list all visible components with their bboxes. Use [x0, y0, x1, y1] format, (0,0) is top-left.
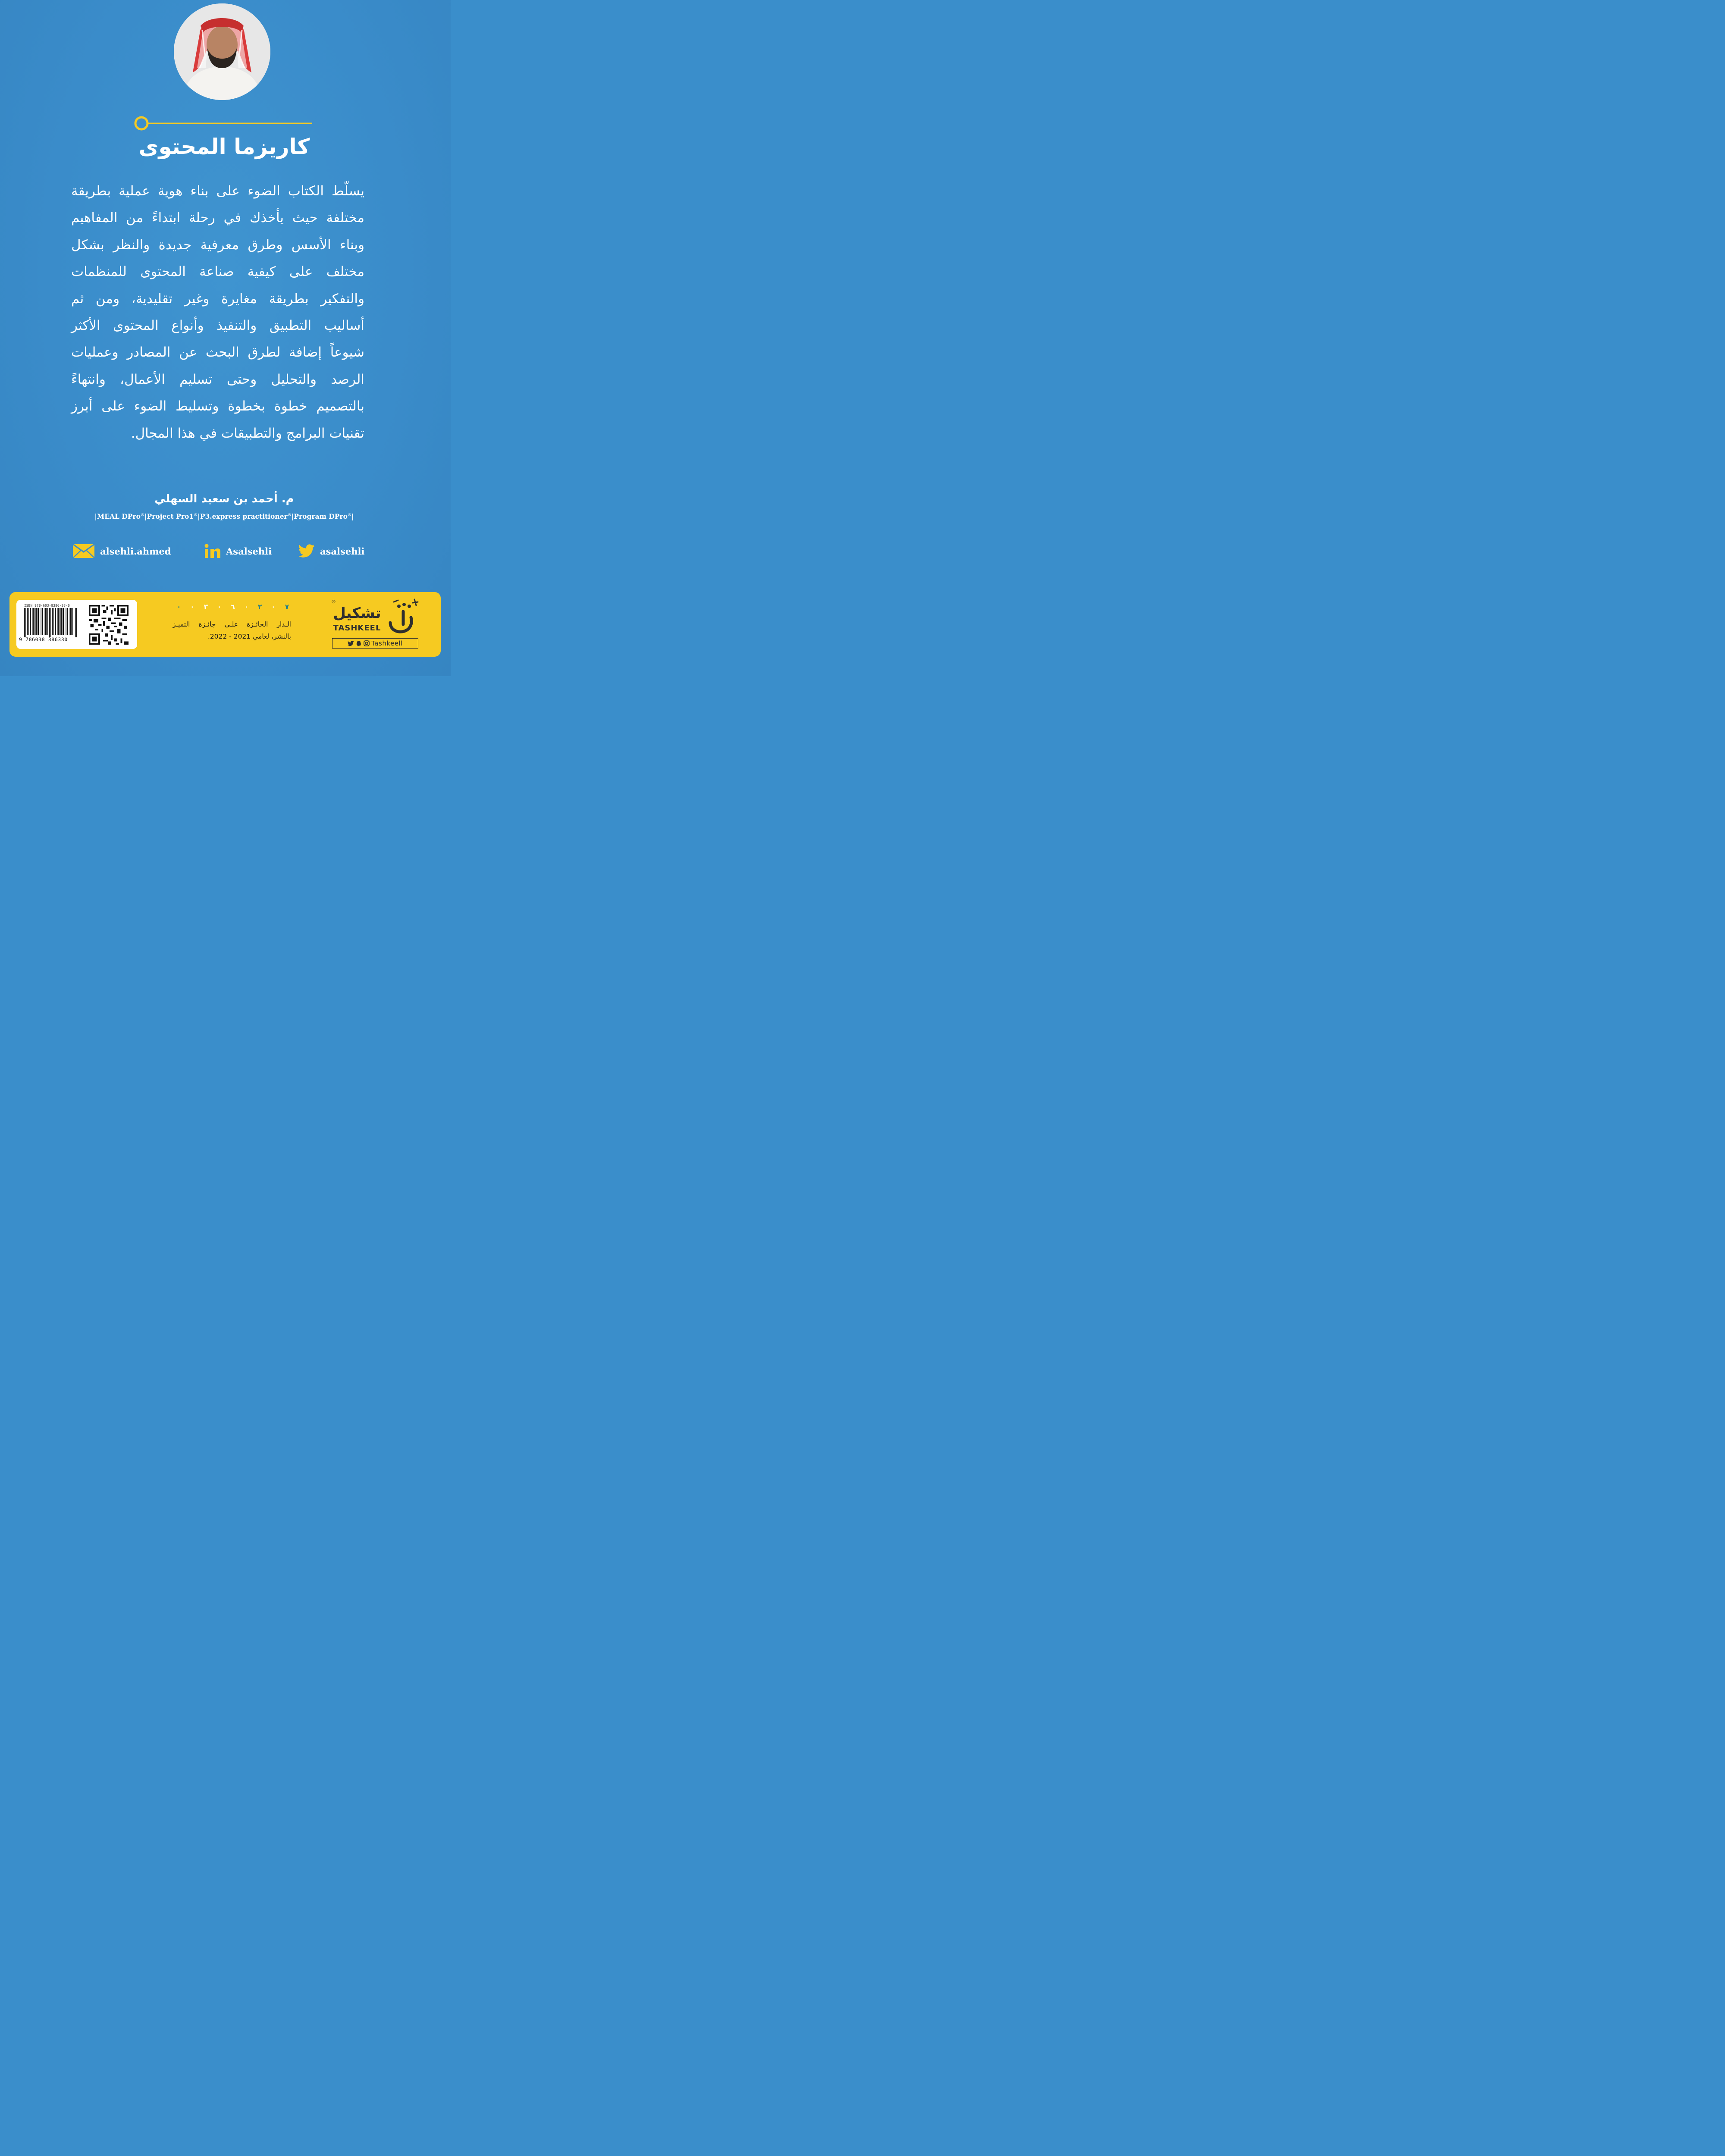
description-line: والتفكير بطريقة مغايرة وغير تقليدية، ومن ثم	[71, 291, 364, 307]
registered-mark: ®	[331, 599, 336, 605]
description-line: أساليب التطبيق والتنفيذ وأنواع المحتوى الأكثر	[71, 318, 364, 334]
publisher-logo-mark	[386, 599, 420, 635]
credential: Project Pro1	[147, 512, 194, 520]
digit: ٠	[244, 603, 248, 611]
publisher-social-handle[interactable]	[332, 638, 418, 649]
linkedin-icon	[204, 544, 221, 558]
credential: MEAL DPro	[97, 512, 141, 520]
book-title: كاريزما المحتوى	[138, 134, 310, 159]
digit: ٢	[258, 603, 262, 611]
email-handle: alsehli.ahmed	[100, 545, 171, 557]
isbn-number: 9 786038 386330	[19, 636, 68, 642]
description-line: وبناء الأسس وطرق معرفية جديدة والنظر بشكل	[71, 237, 364, 253]
description-line: تقنيات البرامج والتطبيقات في هذا المجال.	[131, 425, 364, 441]
award-line: بالنشر، لعامي 2021 - 2022.	[207, 633, 291, 640]
digit: ٧	[285, 603, 289, 611]
digit: ٠	[217, 603, 222, 611]
instagram-icon	[364, 640, 370, 646]
social-email[interactable]	[72, 542, 171, 561]
author-credentials: |MEAL DPro®|Project Pro1®|P3.express practitioner®|Program DPro®|	[94, 512, 354, 520]
description-line: شيوعاً إضافة لطرق البحث عن المصادر وعمليات	[71, 345, 364, 360]
twitter-icon	[348, 641, 354, 646]
social-twitter[interactable]	[298, 542, 364, 561]
author-name: م. أحمد بن سعيد السهلي	[154, 492, 294, 505]
publisher-digits	[177, 603, 289, 611]
isbn-barcode	[24, 608, 78, 637]
handle-text: Tashkeell	[371, 639, 403, 647]
digit: ٠	[190, 603, 194, 611]
credential: P3.express practitioner	[200, 512, 288, 520]
publisher-logo-latin: TASHKEEL	[333, 624, 381, 633]
linkedin-handle: Asalsehli	[226, 545, 272, 557]
book-description	[71, 178, 364, 447]
description-line: بالتصميم خطوة بخطوة وتسليط الضوء على أبرز	[71, 398, 364, 414]
digit: ٠	[271, 603, 276, 611]
digit: ٣	[204, 603, 208, 611]
title-ornament	[132, 115, 313, 132]
description-line: مختلف على كيفية صناعة المحتوى للمنظمات	[71, 264, 364, 280]
description-line: يسلّط الكتاب الضوء على بناء هوية عملية بطريقة	[71, 183, 364, 199]
award-line: الـدار الحائـزة علـى جائـزة التميـز	[172, 620, 291, 628]
social-linkedin[interactable]	[204, 542, 272, 561]
description-line: الرصد والتحليل وحتى تسليم الأعمال، وانتهاءً	[71, 371, 364, 387]
digit: ٦	[231, 603, 235, 611]
author-photo	[174, 3, 270, 100]
publisher-logo-arabic: تشكيل	[333, 605, 381, 622]
qr-code[interactable]	[89, 605, 129, 645]
credential: Program DPro	[294, 512, 348, 520]
twitter-handle: asalsehli	[320, 545, 365, 557]
publisher-award	[172, 618, 291, 642]
envelope-icon	[72, 544, 95, 558]
twitter-icon	[298, 544, 315, 558]
digit: ٠	[177, 603, 181, 611]
snapchat-icon	[356, 640, 362, 646]
description-line: مختلفة حيث يأخذك في رحلة ابتداءً من المفاهيم	[71, 210, 364, 226]
isbn-label: ISBN 978-603-8386-33-0	[24, 604, 70, 608]
